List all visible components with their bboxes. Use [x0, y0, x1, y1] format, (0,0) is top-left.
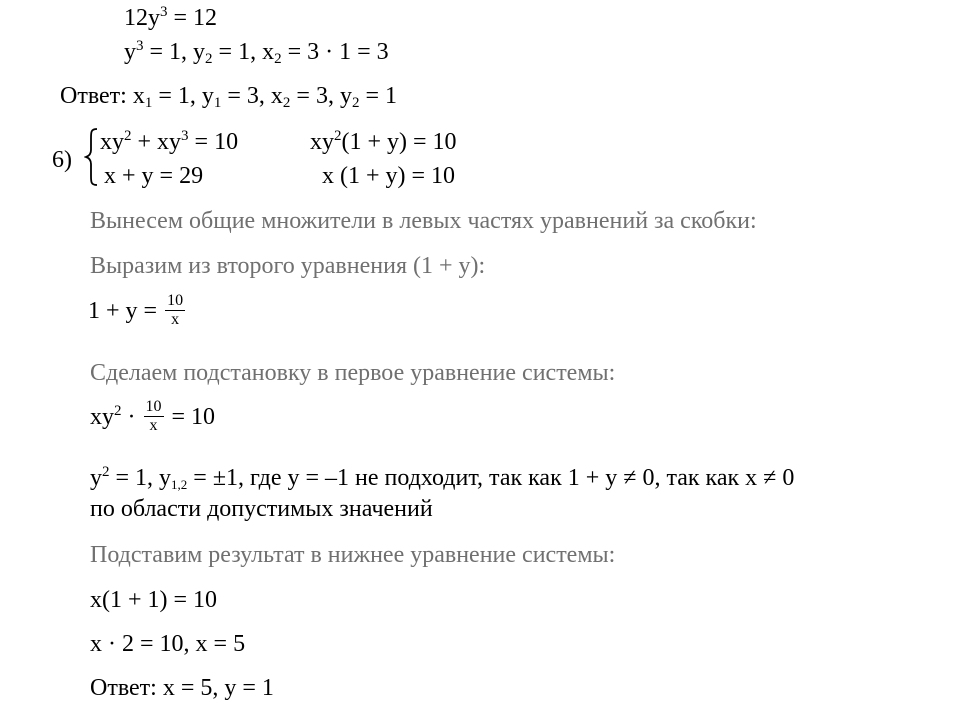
factored-equation-1: $xy^2(1 + y) = 10$	[310, 128, 457, 155]
comment-substitution: Сделаем подстановку в первое уравнение системы:	[90, 360, 616, 386]
calculation-line-2: x · 2 = 10, x = 5	[90, 631, 246, 657]
result-line: $y^2 = 1$, $y_{1,2} = \pm 1$, где y = –1 не подходит, так как 1 + y ≠ 0, так как x ≠ 0	[90, 464, 795, 492]
result-line-continued: по области допустимых значений	[90, 496, 433, 522]
answer-line-1: Ответ: $x_1 = 1$, $y_1 = 3$, $x_2 = 3$, $y_2 = 1$	[60, 83, 398, 111]
fraction-ten-over-x: $\frac{10}{x}$	[167, 292, 184, 328]
task-number: 6)	[52, 147, 72, 173]
fraction-ten-over-x-2: $\frac{10}{x}$	[145, 398, 162, 434]
equation-line-1: $12y^3 = 12$	[124, 4, 218, 31]
system-brace-icon	[84, 128, 100, 186]
system-equation-1: $xy^2 + xy^3 = 10$	[100, 128, 239, 155]
comment-substitute-result: Подставим результат в нижнее уравнение системы:	[90, 542, 616, 568]
answer-line-2: Ответ: x = 5, y = 1	[90, 675, 274, 701]
expression-one-plus-y: 1 + y = $\frac{10}{x}$	[88, 292, 184, 328]
comment-express: Выразим из второго уравнения (1 + y):	[90, 253, 486, 279]
system-equation-2: x + y = 29	[104, 163, 204, 189]
calculation-line-1: x(1 + 1) = 10	[90, 587, 218, 613]
equation-line-2: $y^3 = 1$, $y_2 = 1$, $x_2 = 3 \cdot 1 = 3$	[124, 38, 389, 67]
comment-factor-out: Вынесем общие множители в левых частях уравнений за скобки:	[90, 208, 757, 234]
factored-equation-2: x (1 + y) = 10	[322, 163, 456, 189]
substitution-equation: $xy^2$ · $\frac{10}{x}$ = 10	[90, 398, 216, 434]
